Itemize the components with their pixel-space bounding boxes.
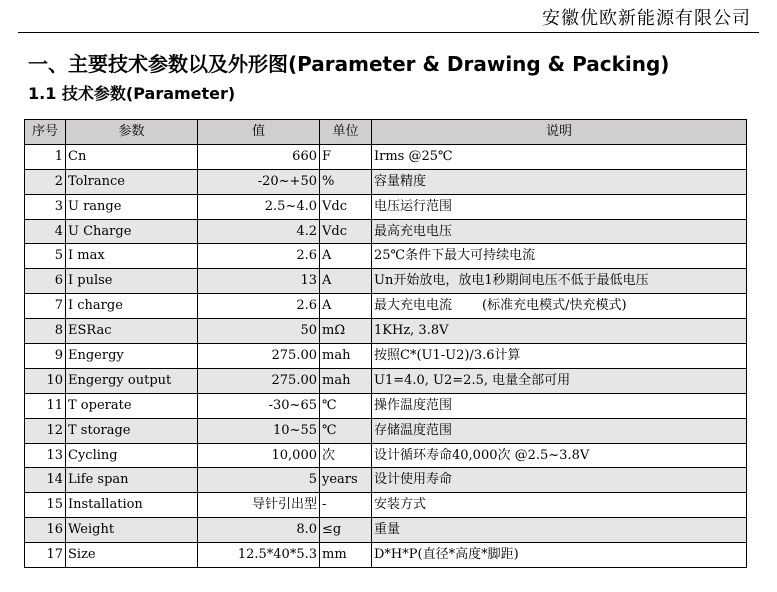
parameter-cell: T operate	[66, 393, 198, 418]
table-row	[25, 344, 747, 369]
unit-cell: %	[320, 169, 372, 194]
description-cell: 电压运行范围	[372, 194, 747, 219]
value-cell: 2.5~4.0	[198, 194, 320, 219]
header-desc: 说明	[372, 120, 747, 145]
parameter-cell: I charge	[66, 294, 198, 319]
parameter-cell: Engergy output	[66, 368, 198, 393]
value-cell: 10,000	[198, 443, 320, 468]
row-number-cell: 4	[25, 219, 66, 244]
row-number-cell: 17	[25, 543, 66, 568]
unit-cell: 次	[320, 443, 372, 468]
table-row	[25, 269, 747, 294]
table-body	[25, 144, 747, 567]
unit-cell: mah	[320, 368, 372, 393]
parameter-cell: Cycling	[66, 443, 198, 468]
section-title: 一、主要技术参数以及外形图(Parameter & Drawing & Packing)	[28, 52, 670, 76]
row-number-cell: 12	[25, 418, 66, 443]
value-cell: 12.5*40*5.3	[198, 543, 320, 568]
description-cell: U1=4.0, U2=2.5, 电量全部可用	[372, 368, 747, 393]
table-row	[25, 169, 747, 194]
unit-cell: mΩ	[320, 319, 372, 344]
value-cell: 8.0	[198, 518, 320, 543]
table-row	[25, 443, 747, 468]
parameter-cell: I max	[66, 244, 198, 269]
row-number-cell: 2	[25, 169, 66, 194]
table-row	[25, 294, 747, 319]
unit-cell: ℃	[320, 418, 372, 443]
description-cell: D*H*P(直径*高度*脚距)	[372, 543, 747, 568]
value-cell: 10~55	[198, 418, 320, 443]
description-cell: 设计使用寿命	[372, 468, 747, 493]
table-row	[25, 418, 747, 443]
row-number-cell: 15	[25, 493, 66, 518]
description-cell: 25℃条件下最大可持续电流	[372, 244, 747, 269]
description-cell: Irms @25℃	[372, 144, 747, 169]
parameter-cell: Engergy	[66, 344, 198, 369]
unit-cell: A	[320, 294, 372, 319]
value-cell: -30~65	[198, 393, 320, 418]
description-cell: 设计循环寿命40,000次 @2.5~3.8V	[372, 443, 747, 468]
table-row	[25, 144, 747, 169]
table-row	[25, 194, 747, 219]
unit-cell: ≤g	[320, 518, 372, 543]
table-row	[25, 319, 747, 344]
row-number-cell: 5	[25, 244, 66, 269]
table-row	[25, 368, 747, 393]
row-number-cell: 11	[25, 393, 66, 418]
table-row	[25, 244, 747, 269]
unit-cell: ℃	[320, 393, 372, 418]
value-cell: 2.6	[198, 294, 320, 319]
row-number-cell: 13	[25, 443, 66, 468]
row-number-cell: 10	[25, 368, 66, 393]
parameter-cell: Size	[66, 543, 198, 568]
value-cell: 2.6	[198, 244, 320, 269]
header-value: 值	[198, 120, 320, 145]
value-cell: 5	[198, 468, 320, 493]
table-row	[25, 518, 747, 543]
row-number-cell: 7	[25, 294, 66, 319]
description-cell	[372, 294, 747, 319]
row-number-cell: 14	[25, 468, 66, 493]
row-number-cell: 8	[25, 319, 66, 344]
parameter-cell: T storage	[66, 418, 198, 443]
unit-cell: A	[320, 244, 372, 269]
table-row	[25, 219, 747, 244]
row-number-cell: 3	[25, 194, 66, 219]
header-divider	[18, 32, 759, 33]
parameter-cell: Cn	[66, 144, 198, 169]
description-cell: 操作温度范围	[372, 393, 747, 418]
parameter-cell: I pulse	[66, 269, 198, 294]
unit-cell: -	[320, 493, 372, 518]
parameter-cell: Weight	[66, 518, 198, 543]
description-note: (标准充电模式/快充模式)	[482, 298, 627, 314]
parameter-cell: Tolrance	[66, 169, 198, 194]
parameter-cell: Installation	[66, 493, 198, 518]
value-cell: 13	[198, 269, 320, 294]
parameter-table	[24, 119, 747, 568]
row-number-cell: 16	[25, 518, 66, 543]
description-cell: 重量	[372, 518, 747, 543]
parameter-cell: U range	[66, 194, 198, 219]
table-row	[25, 468, 747, 493]
row-number-cell: 6	[25, 269, 66, 294]
value-cell: 660	[198, 144, 320, 169]
description-cell: 容量精度	[372, 169, 747, 194]
description-cell: 最高充电电压	[372, 219, 747, 244]
description-cell: 存储温度范围	[372, 418, 747, 443]
table-row	[25, 543, 747, 568]
unit-cell: Vdc	[320, 219, 372, 244]
value-cell: -20~+50	[198, 169, 320, 194]
unit-cell: Vdc	[320, 194, 372, 219]
table-row	[25, 393, 747, 418]
parameter-cell: Life span	[66, 468, 198, 493]
description-cell: Un开始放电，放电1秒期间电压不低于最低电压	[372, 269, 747, 294]
unit-cell: mah	[320, 344, 372, 369]
table-row	[25, 493, 747, 518]
table-header-row	[25, 120, 747, 145]
unit-cell: F	[320, 144, 372, 169]
description-cell: 安装方式	[372, 493, 747, 518]
value-cell: 4.2	[198, 219, 320, 244]
unit-cell: years	[320, 468, 372, 493]
header-unit: 单位	[320, 120, 372, 145]
unit-cell: mm	[320, 543, 372, 568]
description-cell: 按照C*(U1-U2)/3.6计算	[372, 344, 747, 369]
subsection-title: 1.1 技术参数(Parameter)	[28, 84, 236, 103]
value-cell: 导针引出型	[198, 493, 320, 518]
parameter-cell: U Charge	[66, 219, 198, 244]
parameter-cell: ESRac	[66, 319, 198, 344]
description-text: 最大充电电流	[374, 298, 453, 314]
description-cell: 1KHz, 3.8V	[372, 319, 747, 344]
unit-cell: A	[320, 269, 372, 294]
row-number-cell: 9	[25, 344, 66, 369]
company-name: 安徽优欧新能源有限公司	[542, 8, 751, 29]
header-param: 参数	[66, 120, 198, 145]
row-number-cell: 1	[25, 144, 66, 169]
value-cell: 275.00	[198, 368, 320, 393]
value-cell: 50	[198, 319, 320, 344]
header-no: 序号	[25, 120, 66, 145]
value-cell: 275.00	[198, 344, 320, 369]
